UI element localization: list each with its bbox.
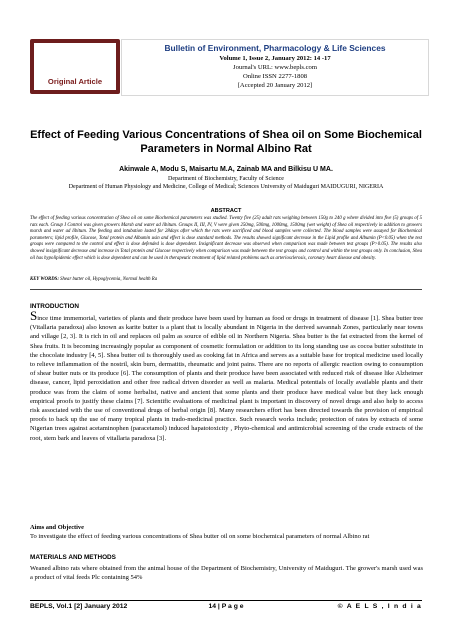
keywords-text: Shear butter oil, Hypoglycemia, Normal health Ra	[58, 277, 158, 282]
volume-line: Volume 1, Issue 2, January 2012: 14 -17	[219, 55, 331, 62]
keywords	[30, 277, 422, 284]
accepted-line: [Accepted 20 January 2012]	[237, 82, 313, 89]
affiliation-2: Department of Human Physiology and Medicine, College of Medical; Sciences University of Maiduguri MAIDUGURI, NIGERIA	[68, 184, 384, 190]
paper-title: Effect of Feeding Various Concentrations of Shea oil on Some Biochemical Parameters in Normal Albino Rat	[30, 129, 422, 155]
drop-cap: S	[30, 308, 38, 323]
aims-text: To investigate the effect of feeding various concentrations of Shea butter oil on some biochemical parameters of normal Albino rat	[30, 533, 370, 540]
keywords-label: KEY WORDS:	[30, 277, 59, 282]
methods-text: Weaned albino rats where obtained from the animal house of the Department of Biochemistry, University of Maiduguri. The grower's marsh used was a product of vital feeds Plc containing 54%	[30, 565, 423, 582]
abstract-text: The effect of feeding various concentration of Shea oil on some Biochemical parameters was studied. Twenty five (25) adult rats weighing between 150g to 240 g where divided into five (5) groups of 5 rats each. Group I Control was given growers Marsh and water ad libitum. Groups II, III, IV, V were given 250mg, 500mg, 1000mg, 1500mg (wet weight) of Shea oil respectively in addition to growers marsh and water ad libitum. The feeding and intubation lasted for 28days after which the rats were sacrificed and blood samples were collected. The blood samples were assayed for Biochemical parameters; lipid profile, Glucose, Total protein and Albumin usin and effect is dose standard methods. The results showed significant decrease in the Lipid profile and Albumin (P<0.05) when the test groups were compared to the control and effect is dose defended is dose dependent. Insignificant decrease was observed when comparison was made between test groups (P>0.05). The results also showed insignificant decrease and increase in Total protein and Glucose respectively when comparison was made between the test groups and control and within the test groups only. In conclusion, Shea oil has hypolipidemic effect which is dose dependent and can be used in therapeutic treatment of lipid related problems such as arteriosclerosis, coronary heart disease and obesity.	[30, 216, 422, 261]
methods-heading: MATERIALS AND METHODS	[30, 554, 116, 561]
footer-page-number: 14 | P a g e	[208, 603, 244, 610]
introduction-text	[30, 308, 423, 443]
journal-url-line: Journal's URL: www.bepls.com	[233, 64, 317, 71]
introduction-heading: INTRODUCTION	[30, 303, 79, 310]
aims-heading: Aims and Objective	[30, 524, 84, 531]
affiliation-1: Department of Biochemistry, Faculty of Science	[168, 176, 284, 182]
footer-divider	[30, 600, 422, 601]
issn-line: Online ISSN 2277-1808	[242, 73, 308, 80]
footer-publisher: © A E L S , I n d i a	[337, 603, 422, 610]
badge-label: Original Article	[47, 77, 103, 86]
divider	[30, 289, 422, 290]
journal-title: Bulletin of Environment, Pharmacology & Life Sciences	[164, 43, 386, 53]
authors: Akinwale A, Modu S, Maisartu M.A, Zainab MA and Bilkisu U MA.	[119, 166, 333, 173]
footer-journal: BEPLS, Vol.1 [2] January 2012	[30, 603, 128, 610]
introduction-body: ince time immemorial, varieties of plants and their produce have been used by human as food or drugs in treatment of disease [1]. Shea butter tree (Vitallaria paradoxa) also known as karite butter is a plant that is locally abundant in Nigeria in the derived savannah Zones, particularly near towns and village [2, 3]. It is rich in oil and replaces oil palm as source of edible oil in Northern Nigeria. Shea butter is the fat extracted from the kernel of Shea fruits. It is becoming increasingly popular as component of cosmetic formulation or addition to its long standing use as cocoa butter substitute in the chocolate industry [4, 5]. Shea butter oil is thoroughly used as cooking fat in Africa and serves as a suitable base for tropical medicine used locally to relieve inflammation of the nostril, skin burn, dermatitis, rheumatic and joint pains. There are no reports of allergic reaction owing to consumption of shear butter nuts or its produce [6]. The consumption of plants and their produce have been associated with reduced risk of disease like Alzheimer disease, cancer, lipid peroxidation and other free radical driven disorder as well as malaria. Medical potentials of locally available plants and their produce was from the claim of some herbalist, native and ancient that some plants and their produce have medical value but they lack enough empirical proofs to justify these claims [7]. Scientific evaluations of medicinal plant is important in discovery of novel drugs and also help to access risk associated with the use of conventional drugs of herbal origin [8]. Many researchers effort has been directed towards the provision of empirical proofs to back up the use of many tropical plants in trado-medicinal practice. Such research works include; protection of rates by extracts of some Nigerian trees against acetaminophen (paracetamol) induced hapatotoxicity , Phyto-chemical and antimicrobial screening of the crude extracts of the root, stem bark and leaves of vitallaria paradoxa [3].	[30, 315, 423, 442]
abstract-heading: ABSTRACT	[210, 208, 242, 214]
journal-header	[121, 39, 429, 96]
article-type-badge	[30, 39, 120, 94]
